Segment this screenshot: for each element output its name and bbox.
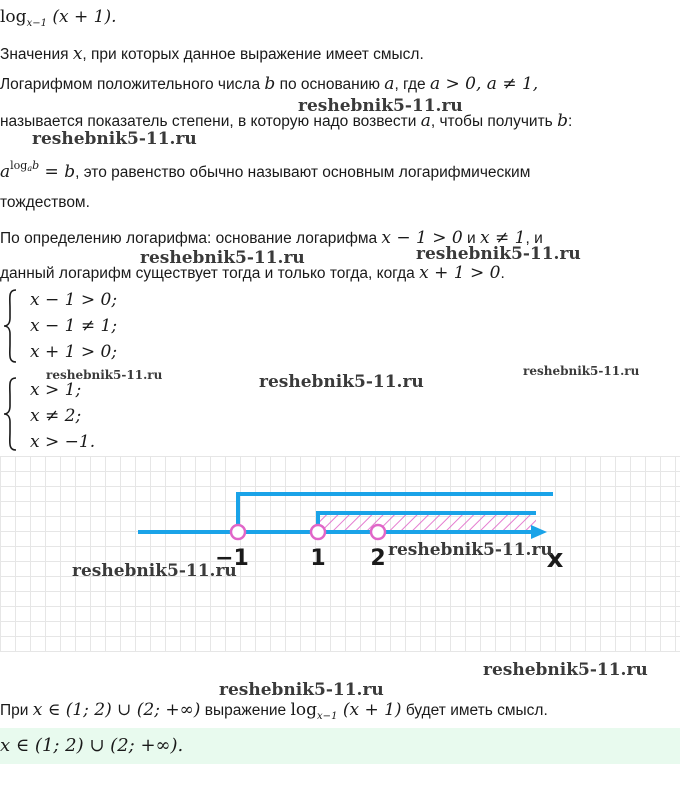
identity-line: $a^{logab} = b$, это равенство обычно называют основным логарифмическим	[0, 159, 531, 182]
watermark: reshebnik5-11.ru	[298, 96, 463, 116]
watermark: reshebnik5-11.ru	[259, 372, 424, 392]
watermark: reshebnik5-11.ru	[219, 680, 384, 700]
watermark: reshebnik5-11.ru	[416, 244, 581, 264]
condition-line-1: По определению логарифма: основание логарифма x − 1 > 0 и x ≠ 1, и	[0, 228, 543, 248]
watermark: reshebnik5-11.ru	[483, 660, 648, 680]
inequality-system-1	[0, 288, 200, 364]
log-symbol: log	[0, 7, 27, 27]
watermark: reshebnik5-11.ru	[32, 129, 197, 149]
identity-line-end: тождеством.	[0, 194, 90, 211]
tick-label: 2	[370, 546, 386, 571]
point-1	[311, 525, 325, 539]
system2-row: x > 1;	[30, 380, 82, 400]
system-brace-2	[2, 376, 18, 452]
answer-text: x ∈ (1; 2) ∪ (2; +∞).	[0, 735, 184, 756]
tick-label: −1	[215, 546, 249, 571]
number-line-svg	[0, 456, 680, 652]
watermark: reshebnik5-11.ru	[140, 248, 305, 268]
inequality-system-2	[0, 376, 200, 452]
system1-row: x − 1 > 0;	[30, 290, 118, 310]
watermark: reshebnik5-11.ru	[388, 540, 553, 560]
log-base: x−1	[26, 18, 47, 29]
log-argument: (x + 1).	[46, 7, 117, 27]
condition-line-2: данный логарифм существует тогда и только тогда, когда x + 1 > 0.	[0, 263, 505, 283]
system2-row: x ≠ 2;	[30, 406, 82, 426]
conclusion-line: При x ∈ (1; 2) ∪ (2; +∞) выражение $\log_{x-1} (x + 1)$ будет иметь смысл.	[0, 700, 548, 722]
definition-line-1: Логарифмом положительного числа b по основанию a, где a > 0, a ≠ 1,	[0, 74, 539, 94]
system-brace-1	[2, 288, 18, 364]
heading-expression	[0, 6, 116, 35]
tick-label: 1	[310, 546, 326, 571]
watermark: reshebnik5-11.ru	[523, 364, 640, 378]
number-line-figure	[0, 456, 680, 652]
definition-line-2: называется показатель степени, в которую надо возвести a, чтобы получить b:	[0, 111, 573, 131]
watermark: reshebnik5-11.ru	[46, 368, 163, 382]
point-minus1	[231, 525, 245, 539]
solution-hatch	[318, 513, 536, 531]
system2-row: x > −1.	[30, 432, 96, 452]
watermark: reshebnik5-11.ru	[72, 561, 237, 581]
point-2	[371, 525, 385, 539]
system1-row: x + 1 > 0;	[30, 342, 118, 362]
answer-box	[0, 728, 680, 764]
axis-arrow	[531, 525, 547, 539]
task-statement: Значения x, при которых данное выражение имеет смысл.	[0, 44, 424, 64]
axis-label: x	[546, 544, 564, 574]
system1-row: x − 1 ≠ 1;	[30, 316, 118, 336]
